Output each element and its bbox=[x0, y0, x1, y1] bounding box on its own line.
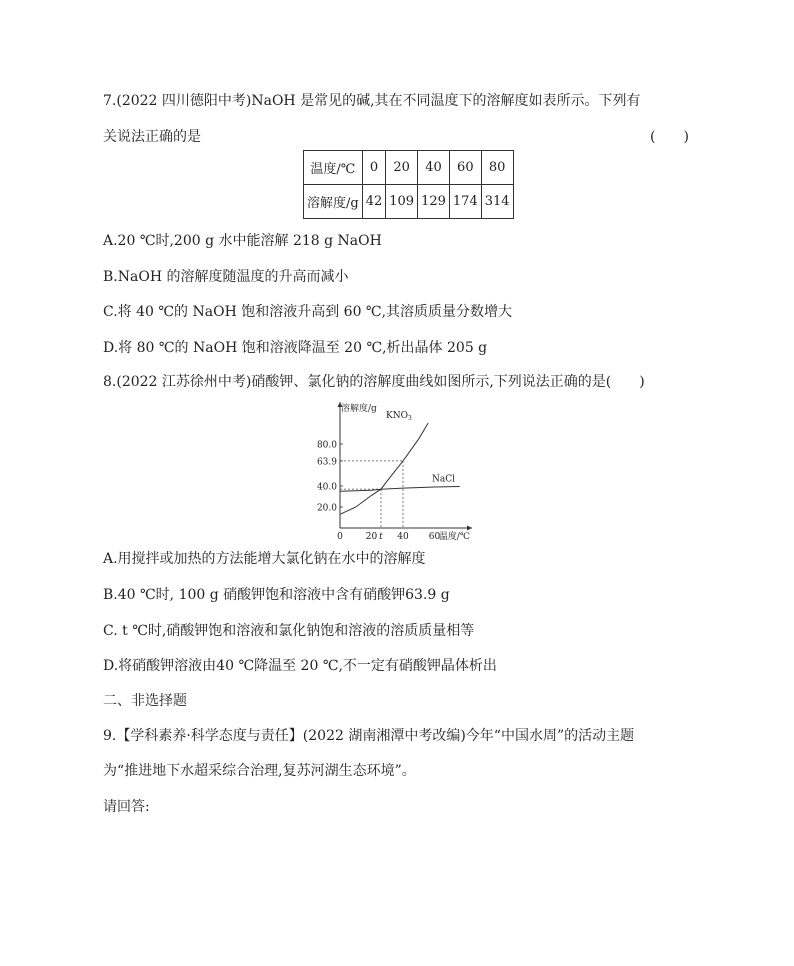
table-cell: 129 bbox=[418, 185, 450, 219]
table-header-solubility: 溶解度/g bbox=[304, 185, 363, 219]
series-label-nacl: NaCl bbox=[432, 474, 456, 485]
y-tick-label: 20.0 bbox=[316, 503, 337, 514]
q9-prompt: 请回答: bbox=[103, 799, 150, 815]
x-tick-label: 60 bbox=[428, 532, 441, 542]
table-cell: 0 bbox=[362, 151, 386, 185]
q7-option-b: B.NaOH 的溶解度随温度的升高而减小 bbox=[103, 269, 349, 285]
q8-stem: 8.(2022 江苏徐州中考)硝酸钾、氯化钠的溶解度曲线如图所示,下列说法正确的是( ) bbox=[103, 374, 645, 390]
table-cell: 60 bbox=[449, 151, 481, 185]
section-title-nonchoice: 二、非选择题 bbox=[103, 693, 187, 709]
q7-option-d: D.将 80 ℃的 NaOH 饱和溶液降温至 20 ℃,析出晶体 205 g bbox=[103, 340, 488, 356]
q7-option-c: C.将 40 ℃的 NaOH 饱和溶液升高到 60 ℃,其溶质质量分数增大 bbox=[103, 304, 513, 320]
q9-stem-line2: 为“推进地下水超采综合治理,复苏河湖生态环境”。 bbox=[103, 763, 416, 779]
series-line-kno3 bbox=[340, 423, 428, 514]
table-cell: 174 bbox=[449, 185, 481, 219]
table-row-solubility bbox=[304, 185, 514, 219]
table-cell: 42 bbox=[362, 185, 386, 219]
x-tick-label: 0 bbox=[337, 532, 343, 542]
table-cell: 80 bbox=[481, 151, 513, 185]
x-axis-label: 温度/℃ bbox=[438, 532, 470, 542]
q7-option-a: A.20 ℃时,200 g 水中能溶解 218 g NaOH bbox=[103, 233, 382, 249]
table-cell: 20 bbox=[386, 151, 418, 185]
q7-stem-line1: 7.(2022 四川德阳中考)NaOH 是常见的碱,其在不同温度下的溶解度如表所示。下列有 bbox=[103, 93, 641, 109]
q7-stem-line2: 关说法正确的是 bbox=[103, 129, 201, 145]
q8-option-a: A.用搅拌或加热的方法能增大氯化钠在水中的溶解度 bbox=[103, 551, 426, 567]
series-label-kno3: $KNO_3$ bbox=[386, 411, 412, 422]
q7-solubility-table bbox=[303, 150, 514, 219]
table-cell: 314 bbox=[481, 185, 513, 219]
table-row-temperature bbox=[304, 151, 514, 185]
x-tick-label: t bbox=[379, 532, 383, 542]
y-tick-label: 63.9 bbox=[316, 457, 337, 468]
x-tick-label: 20 bbox=[365, 532, 378, 542]
q8-option-b: B.40 ℃时, 100 g 硝酸钾饱和溶液中含有硝酸钾63.9 g bbox=[103, 587, 450, 603]
table-header-temperature: 温度/℃ bbox=[304, 151, 363, 185]
series-label-kno3-subscript: 3 bbox=[407, 415, 412, 422]
q7-answer-paren: ( ) bbox=[650, 129, 689, 145]
table-cell: 40 bbox=[418, 151, 450, 185]
q9-stem-line1: 9.【学科素养·科学态度与责任】(2022 湖南湘潭中考改编)今年“中国水周”的活动主题 bbox=[103, 728, 635, 744]
q8-option-d: D.将硝酸钾溶液由40 ℃降温至 20 ℃,不一定有硝酸钾晶体析出 bbox=[103, 658, 497, 674]
x-axis-arrow-icon bbox=[467, 526, 472, 531]
y-axis-label: 溶解度/g bbox=[341, 404, 377, 414]
x-tick-label: 40 bbox=[397, 532, 409, 542]
q8-option-c: C. t ℃时,硝酸钾饱和溶液和氯化钠饱和溶液的溶质质量相等 bbox=[103, 623, 475, 639]
table-cell: 109 bbox=[386, 185, 418, 219]
y-tick-label: 80.0 bbox=[316, 440, 337, 451]
solubility-curve-chart bbox=[300, 400, 490, 542]
y-tick-label: 40.0 bbox=[316, 482, 337, 493]
